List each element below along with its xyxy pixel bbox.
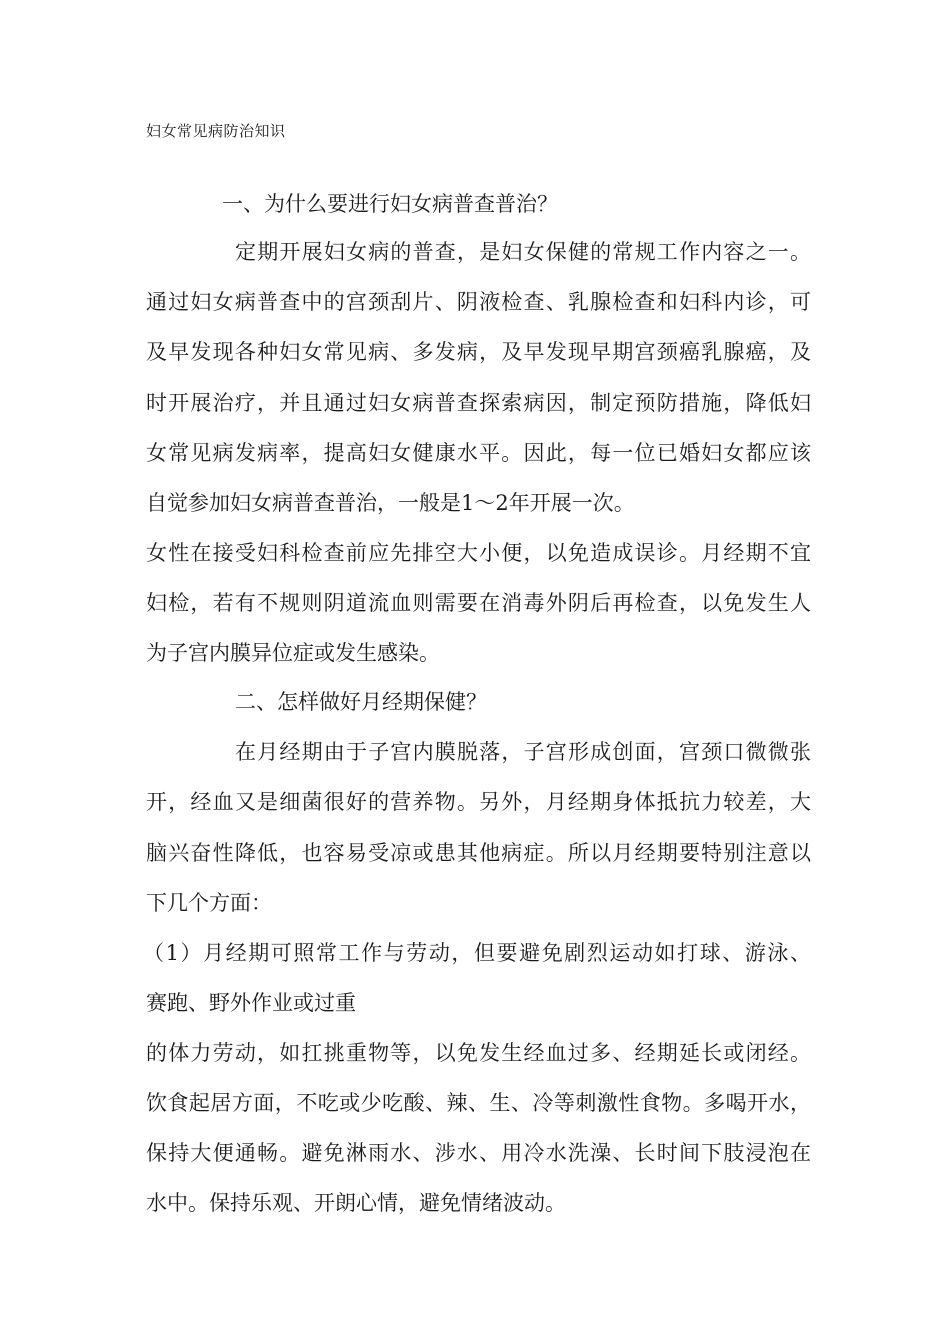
paragraph-line: 开，经血又是细菌很好的营养物。另外，月经期身体抵抗力较差，大 xyxy=(146,790,811,814)
paragraph-line: 及早发现各种妇女常见病、多发病，及早发现早期宫颈癌乳腺癌，及 xyxy=(146,340,811,364)
section-1-heading: 一、为什么要进行妇女病普查普治？ xyxy=(222,192,558,216)
paragraph-line: 通过妇女病普查中的宫颈刮片、阴液检查、乳腺检查和妇科内诊，可 xyxy=(146,290,811,314)
paragraph-line: 在月经期由于子宫内膜脱落，子宫形成创面，宫颈口微微张 xyxy=(235,740,811,764)
paragraph-line: 的体力劳动，如扛挑重物等，以免发生经血过多、经期延长或闭经。 xyxy=(146,1041,811,1065)
section-2-heading: 二、怎样做好月经期保健？ xyxy=(235,690,487,714)
paragraph-line: （1）月经期可照常工作与劳动，但要避免剧烈运动如打球、游泳、 xyxy=(143,941,811,965)
paragraph-line: 定期开展妇女病的普查，是妇女保健的常规工作内容之一。 xyxy=(235,240,811,264)
paragraph-line: 赛跑、野外作业或过重 xyxy=(146,991,356,1015)
paragraph-line: 为子宫内膜异位症或发生感染。 xyxy=(146,641,440,665)
paragraph-line: 妇检，若有不规则阴道流血则需要在消毒外阴后再检查，以免发生人 xyxy=(146,591,811,615)
paragraph-line: 女常见病发病率，提高妇女健康水平。因此，每一位已婚妇女都应该 xyxy=(146,441,811,465)
paragraph-line: 饮食起居方面，不吃或少吃酸、辣、生、冷等刺激性食物。多喝开水， xyxy=(146,1091,811,1115)
paragraph-line: 下几个方面： xyxy=(146,891,272,915)
paragraph-line: 脑兴奋性降低，也容易受凉或患其他病症。所以月经期要特别注意以 xyxy=(146,841,811,865)
paragraph-line: 保持大便通畅。避免淋雨水、涉水、用冷水洗澡、长时间下肢浸泡在 xyxy=(146,1141,811,1165)
paragraph-line: 自觉参加妇女病普查普治，一般是1～2年开展一次。 xyxy=(146,491,635,515)
paragraph-line: 时开展治疗，并且通过妇女病普查探索病因，制定预防措施，降低妇 xyxy=(146,391,811,415)
document-title: 妇女常见病防治知识 xyxy=(146,122,286,140)
paragraph-line: 水中。保持乐观、开朗心情，避免情绪波动。 xyxy=(146,1191,566,1215)
paragraph-line: 女性在接受妇科检查前应先排空大小便，以免造成误诊。月经期不宜 xyxy=(146,541,811,565)
